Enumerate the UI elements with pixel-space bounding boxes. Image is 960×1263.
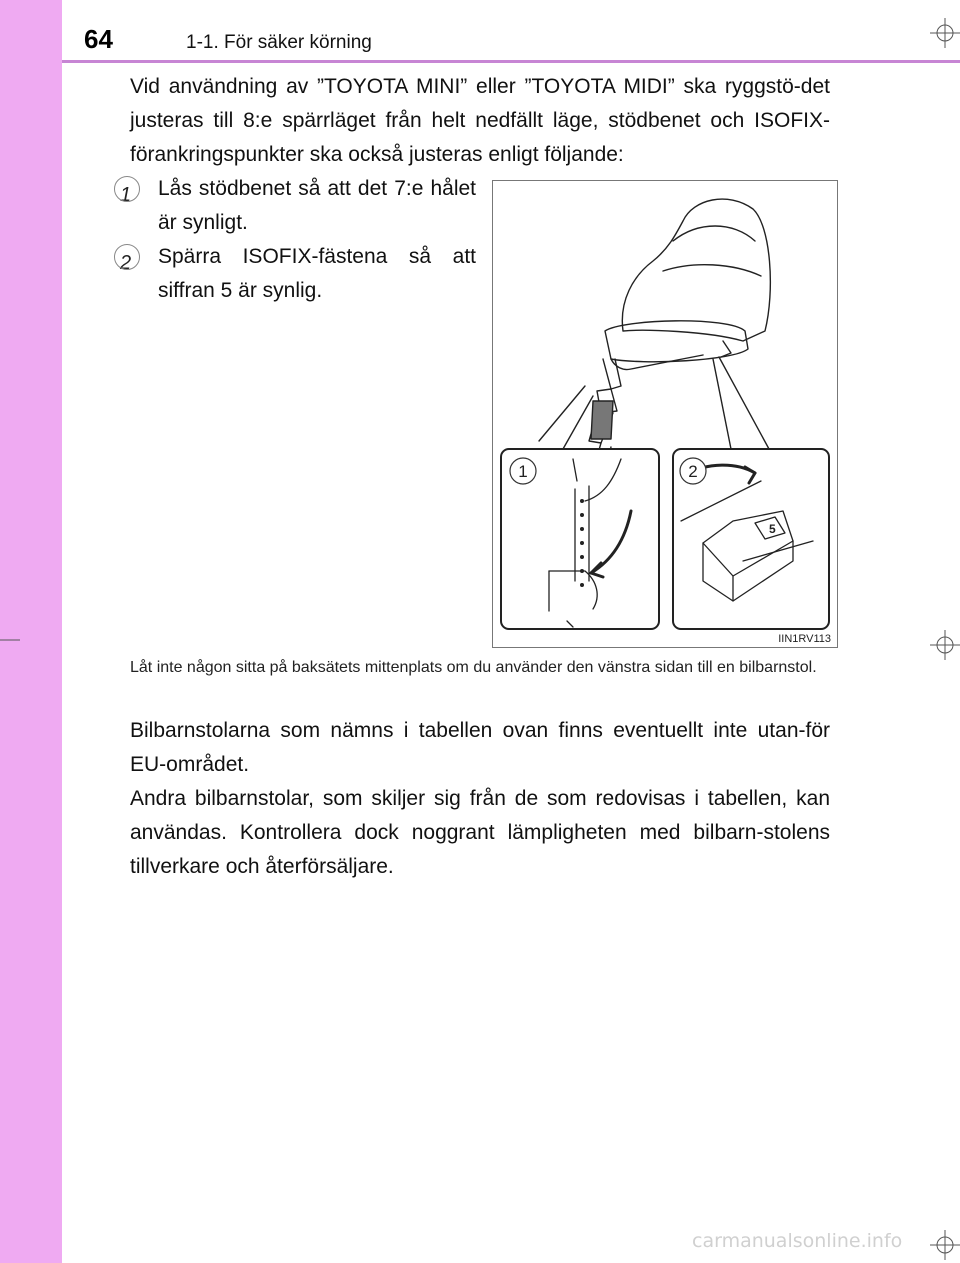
- figure-child-seat: [492, 180, 838, 648]
- crop-mark-top-right: [930, 18, 960, 48]
- paragraph-other-seats: Andra bilbarnstolar, som skiljer sig från de som redovisas i tabellen, kan användas. Kontrollera dock noggrant lämpligheten med bilbarn-stolens tillverkare och återförsäljare.: [130, 787, 830, 878]
- figure-code: IIN1RV113: [778, 633, 831, 645]
- svg-text:1: 1: [518, 462, 528, 481]
- intro-paragraph: Vid användning av ”TOYOTA MINI” eller ”TOYOTA MIDI” ska ryggstö-det justeras till 8:e spärrläget från helt nedfällt läge, stödbenet och ISOFIX-förankringspunkter ska också justeras enligt följande:: [130, 75, 830, 166]
- step-2: [120, 240, 475, 308]
- step-1-text: Lås stödbenet så att det 7:e hålet är synligt.: [158, 177, 476, 234]
- child-seat-illustration: [493, 181, 837, 647]
- callout-2: [680, 458, 706, 484]
- page-number: 64: [84, 24, 113, 54]
- note-text: Låt inte någon sitta på baksätets mittenplats om du använder den vänstra sidan till en bilbarnstol.: [130, 659, 817, 676]
- step-1-number: 1: [120, 178, 131, 212]
- crop-mark-mid-right: [930, 630, 960, 660]
- crop-mark-bottom-right: [930, 1230, 960, 1260]
- crop-mark-mid-left: [0, 630, 20, 650]
- svg-text:2: 2: [688, 462, 698, 481]
- section-title: 1-1. För säker körning: [186, 32, 372, 53]
- callout-1: [510, 458, 536, 484]
- footer-watermark: carmanualsonline.info: [692, 1230, 903, 1252]
- page-header: [0, 0, 960, 60]
- step-2-number: 2: [120, 246, 131, 280]
- isofix-indicator-number: 5: [769, 522, 776, 536]
- header-rule: [62, 60, 960, 63]
- paragraph-eu: Bilbarnstolarna som nämns i tabellen ovan finns eventuellt inte utan-för EU-området.: [130, 719, 830, 776]
- step-2-text: Spärra ISOFIX-fästena så att siffran 5 är synlig.: [158, 245, 476, 302]
- step-1: [120, 172, 475, 240]
